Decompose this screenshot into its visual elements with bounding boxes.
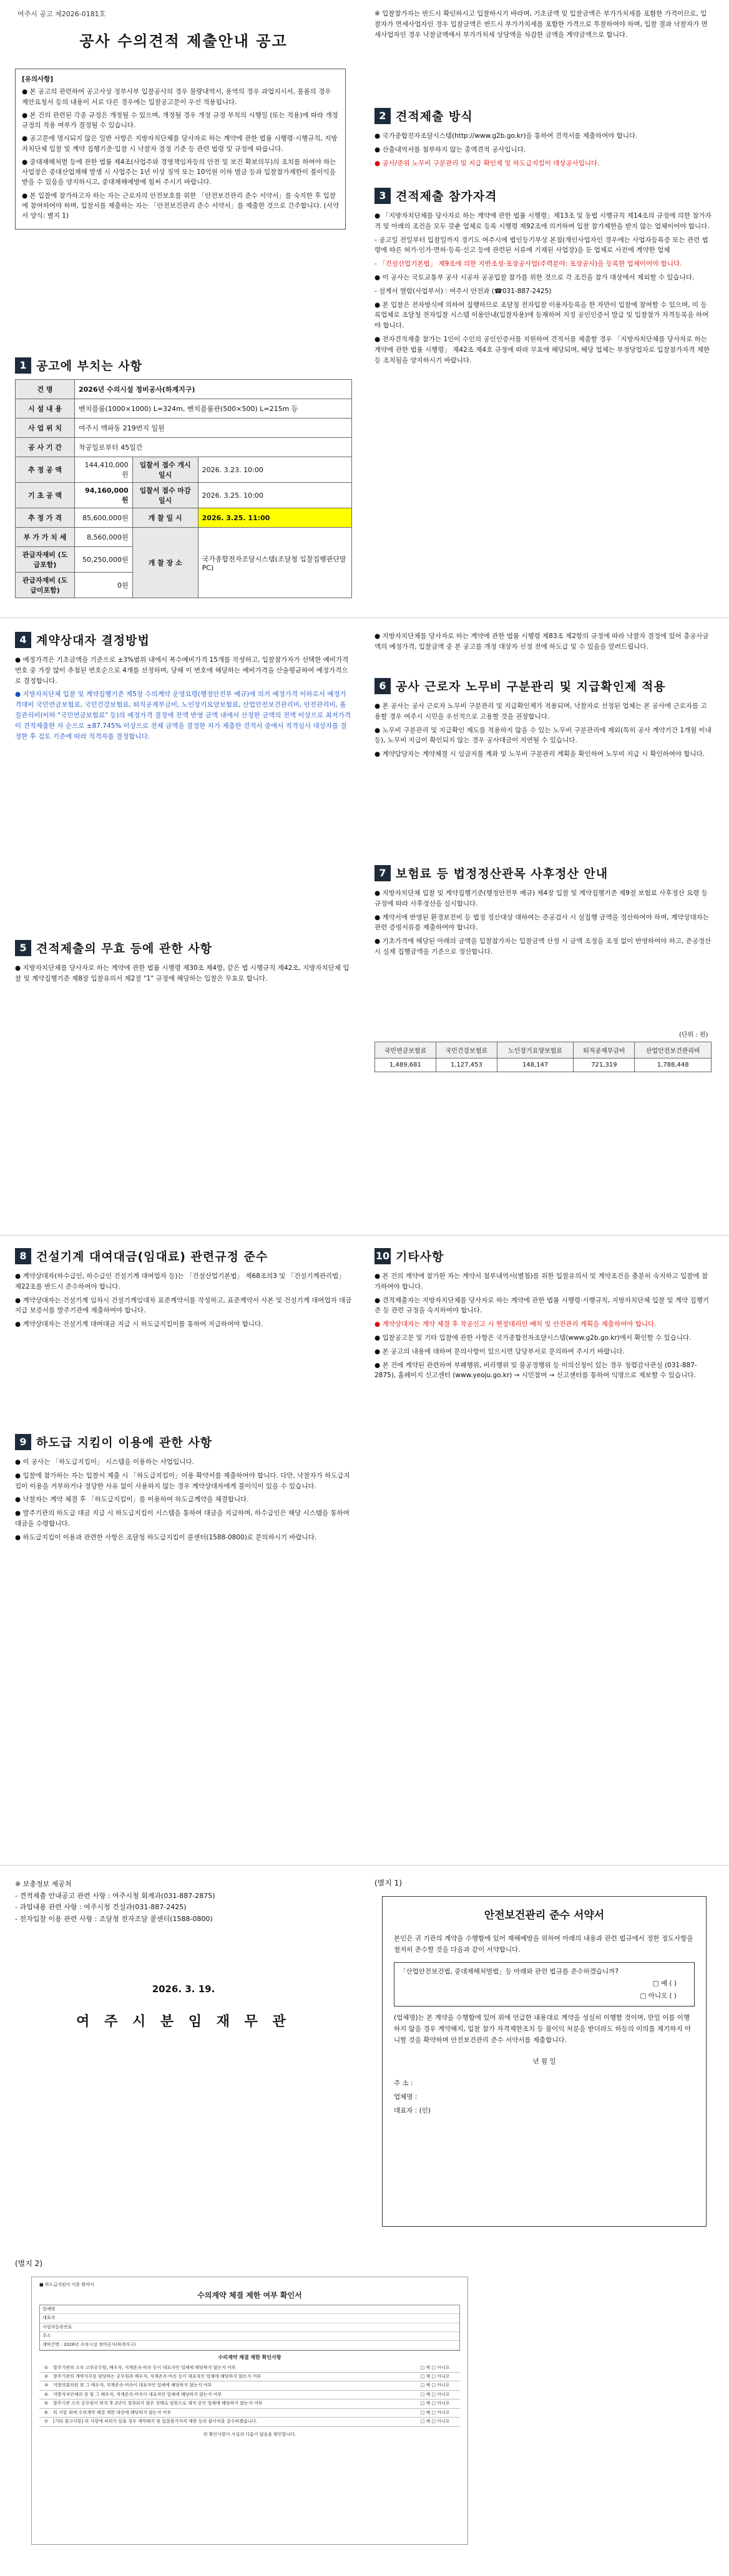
section-number: 3 — [374, 188, 391, 204]
list-item — [39, 2373, 460, 2381]
row-number: ③ — [44, 2383, 49, 2388]
row-checkbox[interactable]: □ 예 □ 아니오 — [420, 2374, 450, 2380]
contact-info — [15, 1879, 352, 1925]
notice-date: 2026. 3. 19. — [152, 1983, 215, 1995]
no-checkbox[interactable]: □ 아니오 ( ) — [640, 1992, 677, 2000]
yes-checkbox[interactable]: □ 예 ( ) — [652, 1980, 677, 1988]
section-title: 공고에 부치는 사항 — [36, 359, 143, 373]
bullet-item: ● 본 공고의 내용에 대하여 문의사항이 있으시면 담당부서로 문의하여 주시기 바랍니다. — [374, 1347, 625, 1355]
table-cell: 1,127,453 — [436, 1058, 497, 1072]
form-field: 대표자 — [40, 2314, 459, 2323]
section-2-heading — [374, 107, 473, 124]
form-field: 계약건명 : 2026년 수의시설 정비공사(하계지구) — [40, 2341, 459, 2350]
list-item — [39, 2364, 460, 2373]
row-checkbox[interactable]: □ 예 □ 아니오 — [420, 2365, 450, 2370]
table-key: 기 초 공 액 — [16, 483, 75, 508]
row-number: ⑥ — [44, 2409, 49, 2415]
table-key: 관급자재비 (도급포함) — [16, 547, 75, 573]
table-key: 추 정 공 액 — [16, 457, 75, 483]
table-key: 부 가 가 치 세 — [16, 528, 75, 547]
bullet-item: ● 예정가격은 기초금액을 기준으로 ±3%범위 내에서 복수예비가격 15개를 작성하고, 입찰참가자가 선택한 예비가격번호 중 가장 많이 추첨된 번호순으로 4개를 선정하며, 당해 이 번호에 해당하는 예비가격을 산술평균하여 예정가격으로 결정합니다. — [15, 656, 349, 685]
form-field: 업체명 — [40, 2305, 459, 2314]
form-field: 주소 — [40, 2332, 459, 2341]
representative-field: 대표자 : (인) — [394, 2107, 431, 2115]
form-field: 사업자등록번호 — [40, 2323, 459, 2332]
table-value: 2026년 수의시설 정비공사(하계지구) — [75, 380, 352, 399]
bullet-item: ● 계약상대자는 계약 체결 후 착공신고 시 현장대리인 배치 및 안전관리 계획을 제출하여야 합니다. — [374, 1320, 657, 1329]
bullet-item: ● 계약담당자는 계약체결 시 임금지불 계좌 및 노무비 구분관리 계획을 확인하여 노무비 지급 시 확인하여야 합니다. — [374, 750, 705, 758]
bullet-item: ● 기초가격에 해당된 아래의 금액을 입찰참가자는 입찰금액 산정 시 금액 조정을 조정 없이 반영하여야 하고, 준공정산 시 실제 집행금액을 기준으로 정산합니다. — [374, 937, 712, 956]
contact-line: ※ 보충정보 제공처 — [15, 1880, 72, 1888]
bullet-item: - 「건설산업기본법」 제9조에 의한 지반조성·포장공사업(주력분야: 포장공사)을 등록한 업체이어야 합니다. — [374, 260, 682, 268]
section-number: 6 — [374, 678, 391, 694]
caution-item: ● 중대재해처벌 등에 관한 법률 제4조(사업주와 경영책임자등의 안전 및 보건 확보의무)의 조치를 하여야 하는 사업장은 중대산업재해 발생 시 사업주는 1년 이상 징역 또는 10억원 이하 벌금 등과 입찰참가제한이 불이익을 받을 수 있음을 양지하시고, 중대재해예방에 힘써 주시기 바랍니다. — [22, 158, 336, 186]
bullet-item: ● 본 공사는 공사 근로자 노무비 구분관리 및 지급확인제가 적용되며, 낙찰자로 선정된 업체는 본 공사에 근로자를 고용할 경우 여주시 시민을 우선적으로 고용할 것을 권장합니다. — [374, 702, 707, 720]
section-6-body — [374, 701, 712, 763]
caution-item: ● 공고문에 명시되지 않은 일반 사항은 지방자치단체를 당사자로 하는 계약에 관한 법률 시행령·시행규칙, 지방자치단체 입찰 및 계약 집행기준·입찰 시 낙찰자 결정 기준 등 관련 법령 및 규정에 따릅니다. — [22, 135, 338, 153]
table-row — [16, 380, 352, 399]
row-checkbox[interactable]: □ 예 □ 아니오 — [420, 2401, 450, 2406]
bullet-item: ● 입찰에 참가하는 자는 입찰서 제출 시 「하도급지킴이」이용 확약서를 제출하여야 합니다. 다만, 낙찰자가 하도급지킴이 이용을 거부하거나 정당한 사유 없이 사용하지 않는 경우 계약상대자에게 불이익이 있을 수 있습니다. — [15, 1471, 350, 1490]
divider — [0, 1235, 729, 1236]
section-1-heading — [15, 357, 142, 374]
table-value: 94,160,000원 — [75, 483, 133, 508]
section-title: 견적제출 참가자격 — [396, 190, 497, 203]
safety-pledge-form — [382, 1896, 707, 2227]
table-cell: 1,489,681 — [375, 1058, 436, 1072]
caution-item: ● 본 입찰에 참가하고자 하는 자는 근로자의 안전보호를 위한 「안전보건관리 준수 서약서」를 숙지한 후 입찰에 참여하여야 하며, 입찰서를 제출하는 자는 「안전보건관리 준수 서약서」를 제출한 것으로 간주합니다. (서약서 양식: 별지 1) — [22, 191, 339, 220]
table-cell: 1,788,448 — [635, 1058, 712, 1072]
column-header: 노인장기요양보험료 — [497, 1042, 574, 1058]
row-number: ⑤ — [44, 2401, 49, 2406]
pledge-question-box — [394, 1962, 695, 2007]
table-row — [16, 508, 352, 528]
bullet-item: ● 전자견적제출 참가는 1인이 수인의 공인인증서를 지원하여 견적서를 제출할 경우 「지방자치단체를 당사자로 하는 계약에 관한 법률 시행령」 제42조 제4호 규정에 따라 무효에 해당되며, 해당 업체는 부정당업자로 입찰참가자격 제한 등 조치됨을 양지하시기 바랍니다. — [374, 335, 710, 364]
section-6-pre — [374, 631, 712, 656]
issuing-organization: 여 주 시 분 임 재 무 관 — [76, 2014, 291, 2030]
insurance-fee-table — [374, 1042, 712, 1072]
bullet-item: ● 노무비 구분관리 및 지급확인 제도를 적용하지 않을 수 있는 노무비 구분관리에 제외(특히 공사 계약기간 1개월 이내 등), 노무비 지급이 확인되지 않는 경우 공사대금이 지연될 수 있습니다. — [374, 726, 712, 745]
column-header: 국민건강보험료 — [436, 1042, 497, 1058]
section-number: 7 — [374, 865, 391, 881]
column-header: 퇴직공제부금비 — [574, 1042, 635, 1058]
column-header: 산업안전보건관리비 — [635, 1042, 712, 1058]
table-key: 입찰서 접수 개시일시 — [132, 457, 198, 483]
section-4-heading — [15, 631, 150, 648]
row-number: ① — [44, 2365, 49, 2370]
bullet-item: ● 본 건에 계약된 관련하여 부패행위, 비리행위 및 불공정행위 등 이의신청이 있는 경우 청렴감사관실 (031-887-2875), 홈페이지 신고센터 (www.yeoju.go.kr) → 시민참여 → 신고센터를 통하여 익명으로 제보할 수 있습니다. — [374, 1361, 697, 1380]
form-title: 수의계약 체결 제한 여부 확인서 — [197, 2291, 302, 2300]
list-item — [39, 2418, 460, 2426]
section-3-body — [374, 211, 712, 369]
table-value: 85,600,000원 — [75, 508, 133, 528]
form-small-head: ■ 하도급지킴이 이용 확약서 — [39, 2282, 94, 2287]
section-7-heading — [374, 864, 608, 881]
table-row — [16, 483, 352, 508]
table-row — [375, 1058, 712, 1072]
table-key: 건 명 — [16, 380, 75, 399]
attachment-2-label: (별지 2) — [15, 2259, 42, 2268]
signature-block — [394, 2078, 695, 2117]
table-value: 50,250,000원 — [75, 547, 133, 573]
section-title: 견적제출 방식 — [396, 110, 473, 123]
section-title: 기타사항 — [396, 1250, 444, 1264]
form-subheading: 수의계약 체결 제한 확인사항 — [218, 2354, 281, 2360]
table-value: 여주시 액파동 219번지 일원 — [75, 419, 352, 438]
row-text: 발주기관의 계약사무를 담당하는 공무원과 배우자, 직계존속·비속 등이 대표자인 업체에 해당하지 않는지 여부 — [53, 2374, 262, 2380]
table-header-row — [375, 1042, 712, 1058]
row-checkbox[interactable]: □ 예 □ 아니오 — [420, 2391, 450, 2397]
section-8-heading — [15, 1247, 268, 1264]
section-number: 4 — [15, 632, 31, 648]
bullet-item: ● 하도급지킴이 이용과 관련한 사항은 조달청 하도급지킴이 콜센터(1588-0800)로 문의하시기 바랍니다. — [15, 1533, 317, 1541]
pledge-body: (업체명)는 본 계약을 수행함에 있어 위에 언급한 내용대로 계약을 성실히 이행할 것이며, 만일 이를 이행하지 않을 경우 계약해지, 입찰 참가 자격제한조치 등 불이익 처분을 받더라도 하등의 이의를 제기하지 아니할 것을 확약하며 안전보건관리 준수 서약서를 제출합니다. — [394, 2014, 692, 2044]
table-key: 사 업 위 치 — [16, 419, 75, 438]
form-confirmation: 위 확인사항이 사실과 다름이 없음을 확인합니다. — [203, 2431, 296, 2437]
section-number: 5 — [15, 940, 31, 956]
pledge-intro: 본인은 귀 기관의 계약을 수행함에 있어 재해예방을 위하여 아래의 내용과 관련 법규에서 정한 정도사항을 철저히 준수할 것을 다음과 같이 서약합니다. — [394, 1934, 693, 1954]
attachment-1-label: (별지 1) — [374, 1879, 402, 1887]
table-value: 8,560,000원 — [75, 528, 133, 547]
caution-item: ● 본 공고의 관련하여 공고사상 정부사부 입찰공사의 경우 물량내역서, 용역의 경우 과업지시서, 물품의 경우 제안요청서 등의 내용이 서로 다른 경우에는 입찰공고문이 우선 적용됩니다. — [22, 88, 331, 106]
section-10-body — [374, 1271, 712, 1384]
bullet-item: - 설계서 열람(사업부서) : 여주시 안전과 (☎031-887-2425) — [374, 287, 552, 295]
bullet-item: ● 지방자치단체를 당사자로 하는 계약에 관한 법률 시행령 제30조 제4항, 같은 법 시행규칙 제42조, 지방자치단체 입찰 및 계약집행기준 제8장 입찰유의서 제2절 "1" 규정에 해당하는 입찰은 무효로 합니다. — [15, 964, 350, 982]
notice-number: 여주시 공고 제2026-0181호 — [17, 10, 106, 18]
form-info-grid — [39, 2305, 460, 2351]
row-text: 지방의회의원 및 그 배우자, 직계존속·비속이 대표자인 업체에 해당하지 않는지 여부 — [53, 2383, 212, 2388]
bullet-item: ● 국가종합전자조달시스템(http://www.g2b.go.kr)을 통하여 견적서를 제출하여야 합니다. — [374, 132, 638, 140]
section-6-heading — [374, 677, 666, 694]
row-text: 발주기관 소속 공무원이 퇴직 후 2년이 경과되지 않은 상태로 임원으로 재직 중인 업체에 해당하지 않는지 여부 — [53, 2401, 263, 2406]
row-number: ④ — [44, 2391, 49, 2397]
table-row — [16, 438, 352, 457]
caution-heading: [유의사항] — [22, 75, 54, 83]
list-item — [39, 2381, 460, 2390]
table-value: 2026. 3.25. 10:00 — [198, 483, 351, 508]
bullet-item: ● 산출내역서를 첨부하지 않는 총액견적 공사입니다. — [374, 145, 526, 153]
bullet-item: ● 계약상대자(하수급인, 하수급인 건설기계 대여업자 등)는 「건설산업기본법」 제68조의3 및 「건설기계관리법」 제22조를 반드시 준수하여야 합니다. — [15, 1272, 345, 1290]
section-title: 건설기계 대여대금(임대료) 관련규정 준수 — [36, 1250, 268, 1264]
section-2-body — [374, 131, 712, 172]
table-key: 개 찰 일 시 — [132, 508, 198, 528]
row-number: ⑦ — [44, 2419, 49, 2424]
table-value: 2026. 3.25. 11:00 — [198, 508, 351, 528]
pledge-question: 「산업안전보건법, 중대재해처벌법」등 아래와 관련 법규를 준수하겠습니까? — [399, 1967, 619, 1975]
vat-note: ※ 입찰참가자는 반드시 확인하시고 입찰하시기 바라며, 기초금액 및 입찰금액은 부가가치세를 포함한 가격이므로, 입찰자가 면세사업자인 경우 입찰금액은 반드시 부가가치세를 포함한 가격으로 투찰하여야 하며, 입찰 결과 낙찰자가 면세사업자인 경우 낙찰금액에서 부가가치세 상당액을 차감한 금액을 계약금액으로 합니다. — [374, 10, 708, 39]
row-text: 발주기관의 소속 고위공무원, 배우자, 직계존속·비속 등이 대표자인 업체에 해당하지 않는지 여부 — [53, 2365, 236, 2370]
company-field: 업체명 : — [394, 2093, 418, 2101]
bullet-item: ● 발주기관의 하도급 대금 지급 시 하도급지킴이 시스템을 통하여 대금을 지급하며, 하수급인은 해당 시스템을 통하여 대금을 수령합니다. — [15, 1509, 350, 1528]
divider — [0, 1865, 729, 1866]
table-key: 입찰서 접수 마감일시 — [132, 483, 198, 508]
bullet-item: ● 입찰공고문 및 기타 입찰에 관한 사항은 국가종합전자조달시스템(www.g2b.go.kr)에서 확인할 수 있습니다. — [374, 1334, 692, 1342]
list-item — [39, 2409, 460, 2418]
bullet-item: ● 「지방자치단체를 당사자로 하는 계약에 관한 법률 시행령」제13조 및 동법 시행규칙 제14조의 규정에 의한 참가자격 및 아래의 조건을 모두 갖춘 업체로 등록 시행령 제92조에 의거하여 입찰 참가제한을 받지 않는 업체이어야 합니다. — [374, 212, 712, 230]
bullet-item: ● 계약상대자는 건설기계 임차시 건설기계임대차 표준계약서를 작성하고, 표준계약서 사본 및 건설기계 대여업자 대금지급 보증서를 발주기관에 제출하여야 합니다. — [15, 1296, 352, 1315]
row-text: [기타 참고사항] 위 사항에 허위가 있을 경우 계약해지 및 입찰참가자격 제한 등의 불이익을 감수하겠습니다. — [53, 2419, 258, 2424]
bullet-item: ● 견적제출자는 지방자치단체를 당사자로 하는 계약에 관한 법률 시행령·시행규칙, 지방자치단체 입찰 및 계약 집행기준 등 관련 규정을 숙지하여야 합니다. — [374, 1296, 709, 1315]
section-title: 보험료 등 법정정산관목 사후정산 안내 — [396, 867, 609, 881]
section-number: 10 — [374, 1248, 391, 1264]
contact-line: - 견적제출 안내공고 관련 사항 : 여주시청 회계과(031-887-2875) — [15, 1891, 215, 1900]
divider — [0, 617, 729, 618]
section-number: 9 — [15, 1434, 31, 1450]
row-checkbox[interactable]: □ 예 □ 아니오 — [420, 2383, 450, 2388]
bullet-item: ● 본 건의 계약에 참가한 자는 계약서 첨부내역서(별첨)를 위한 입찰유의서 및 계약조건을 충분히 숙지하고 입찰에 참가하여야 합니다. — [374, 1272, 708, 1290]
table-cell: 721,319 — [574, 1058, 635, 1072]
bullet-item: ● 이 공사는 국토교통부 공사 시공자 공공입찰 참가를 위한 것으로 각 조건을 참가 대상에서 제외할 수 있습니다. — [374, 273, 695, 281]
section-number: 2 — [374, 108, 391, 124]
table-key: 관급자재비 (도급미포함) — [16, 573, 75, 598]
section-5-body — [15, 963, 352, 987]
bullet-item: ● 지방자치단체 입찰 및 계약집행기준 제5장 수의계약 운영요령(행정안전부 예규)에 의거 예정가격 이하로서 예정가격대비 국민연금보험료, 국민건강보험료, 퇴직공제부금비, 노인장기요양보험료, 산업안전보건관리비, 안전관리비, 품질관리비(이하 "국민연금보험료" 등)의 예정가격 결정에 전액 반영 금액 내에서 산정한 금액의 전액 이상으로 최저가격이 견적제출한 자 순으로 ±87.745% 이상으로 전체 금액을 결정한 자가 제출한 견적서 중에서 적격심사 대상자를 결정한 후 검토 기준에 따라 적격자를 결정합니다. — [15, 690, 351, 740]
row-number: ② — [44, 2374, 49, 2380]
column-header: 국민연금보험료 — [375, 1042, 436, 1058]
table-row — [16, 399, 352, 419]
table-value: 국가종합전자조달시스템(조달청 입찰집행관단말 PC) — [198, 528, 351, 598]
table-cell: 148,147 — [497, 1058, 574, 1072]
section-4-body — [15, 655, 352, 745]
pledge-title: 안전보건관리 준수 서약서 — [484, 1909, 605, 1922]
section-title: 견적제출의 무효 등에 관한 사항 — [36, 942, 213, 956]
bullet-item: ● 낙찰자는 계약 체결 후 「하도급지킴이」를 이용하여 하도급계약을 체결합니다. — [15, 1496, 249, 1504]
table-value: 0원 — [75, 573, 133, 598]
section-title: 계약상대자 결정방법 — [36, 634, 150, 647]
section-9-heading — [15, 1433, 212, 1450]
contact-line: - 전자입찰 이용 관련 사항 : 조달청 전자조달 콜센터(1588-0800) — [15, 1915, 213, 1924]
list-item — [39, 2391, 460, 2399]
row-text: 위 사항 외에 수의계약 체결 제한 대상에 해당하지 않는지 여부 — [53, 2409, 172, 2415]
caution-box — [15, 69, 346, 230]
section-number: 1 — [15, 357, 31, 374]
row-text: 지방자치단체의 장 및 그 배우자, 직계존속·비속이 대표자인 업체에 해당하지 않는지 여부 — [53, 2391, 222, 2397]
table-row — [16, 457, 352, 483]
section-3-heading — [374, 187, 497, 204]
section-7-body — [374, 888, 712, 961]
section-10-heading — [374, 1247, 444, 1264]
table-value: 착공일로부터 45일간 — [75, 438, 352, 457]
bullet-item: ● 이 공사는 「하도급지킴이」 시스템을 이용하는 사업입니다. — [15, 1458, 194, 1466]
table-value: 2026. 3.23. 10:00 — [198, 457, 351, 483]
bullet-item: ● 지방자치단체 입찰 및 계약집행기준(행정안전부 예규) 제4장 입찰 및 계약집행기준 제9절 보험료 사후정산 요령 등 규정에 따라 사후정산을 실시합니다. — [374, 889, 708, 908]
bullet-item: ● 계약서에 반영된 환경보전비 등 법정 정산대상 대하여는 준공검사 시 실집행 금액을 정산하여야 하며, 계약상대자는 관련 증빙서류를 제출하여야 합니다. — [374, 913, 709, 932]
table-key: 개 찰 장 소 — [132, 528, 198, 598]
section-5-heading — [15, 939, 212, 956]
section-title: 하도급 지킴이 이용에 관한 사항 — [36, 1436, 213, 1450]
section-number: 8 — [15, 1248, 31, 1264]
contract-restriction-form — [31, 2277, 468, 2545]
pledge-date: 년 월 일 — [532, 2057, 556, 2065]
table-value: 벤치플룸(1000×1000) L=324m, 벤치플룸관(500×500) L=215m 등 — [75, 399, 352, 419]
address-field: 주 소 : — [394, 2080, 413, 2088]
section-9-body — [15, 1457, 352, 1546]
page-title: 공사 수의견적 제출안내 공고 — [79, 32, 288, 50]
table-value: 144,410,000원 — [75, 457, 133, 483]
list-item — [39, 2399, 460, 2408]
bullet-item: ● 공사/준위 노무비 구분관리 및 지급 확인제 및 하도급지킴이 대상공사입니다. — [374, 159, 600, 167]
table-key: 추 정 가 격 — [16, 508, 75, 528]
table-key: 공 사 기 간 — [16, 438, 75, 457]
unit-label: (단위 : 원) — [679, 1032, 708, 1039]
table-key: 시 설 내 용 — [16, 399, 75, 419]
section-8-body — [15, 1271, 352, 1333]
bullet-item: ● 본 입찰은 전자방식에 의하여 집행하므로 조달청 전자입찰 이용자등록을 한 자만이 입찰에 참여할 수 있으며, 미 등록업체로 조달청 전자입찰 시스템 이용안내(입찰자용)에 등재하여 지정 공인인증서 발급 및 입찰참가 자격등록을 하여야 합니다. — [374, 301, 709, 330]
row-checkbox[interactable]: □ 예 □ 아니오 — [420, 2409, 450, 2415]
row-checkbox[interactable]: □ 예 □ 아니오 — [420, 2419, 450, 2424]
contact-line: - 과업내용 관련 사항 : 여주시청 건설과(031-887-2425) — [15, 1903, 187, 1912]
table-row — [16, 528, 352, 547]
project-info-table — [15, 379, 352, 598]
bullet-item: - 공고일 전일부터 입찰일까지 경기도 여주시에 법인등기부상 본점(개인사업자인 경우에는 사업자등록증 또는 관련 법령에 따른 허가·인가·면허·등록·신고 등에 관련된 서류에 기재된 사업장)을 둔 업체로 사전에 계약한 업체 — [374, 236, 708, 254]
caution-item: ● 본 건의 관련된 각종 규정은 개정될 수 있으며, 개정될 경우 개정 규정 부칙의 시행일 (또는 적용)에 따라 개정 규정의 적용 여부가 결정될 수 있습니다. — [22, 111, 338, 130]
bullet-item: ● 지방자치단체를 당사자로 하는 계약에 관한 법률 시행령 제83조 제2항의 규정에 따라 낙찰자 결정에 있어 총공사금액의 예정가격, 입찰금액 중 본 공고를 개정 대상자 선정 전에 하도급 및 수 있음을 알려드립니다. — [374, 632, 709, 651]
section-title: 공사 근로자 노무비 구분관리 및 지급확인제 적용 — [396, 680, 666, 694]
bullet-item: ● 계약상대자는 건설기계 대여대금 지급 시 하도급지킴이를 통하여 지급하여야 합니다. — [15, 1320, 263, 1329]
table-row — [16, 419, 352, 438]
